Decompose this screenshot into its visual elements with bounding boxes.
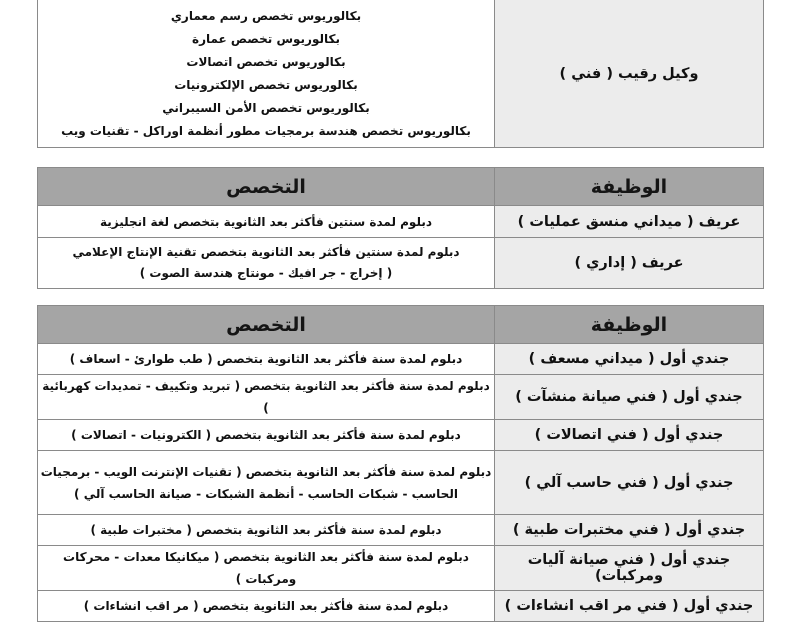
specialization-cell	[38, 420, 495, 451]
jobs-table-1	[37, 0, 764, 148]
table-row	[38, 451, 764, 515]
jobs-table-3	[37, 305, 764, 622]
table-header-row	[38, 168, 764, 206]
specialization-line: دبلوم لمدة سنة فأكثر بعد الثانوية بتخصص ( تبريد وتكييف - تمديدات كهربائية )	[42, 379, 490, 415]
table-row	[38, 591, 764, 622]
table-row	[38, 515, 764, 546]
specialization-line: دبلوم لمدة سنة فأكثر بعد الثانوية بتخصص ( مختبرات طبية )	[90, 523, 442, 537]
column-header-job: الوظيفة	[495, 168, 764, 206]
specialization-line: دبلوم لمدة سنتين فأكثر بعد الثانوية بتخصص تقنية الإنتاج الإعلامي	[72, 245, 460, 259]
specialization-line: بكالوريوس تخصص رسم معماري	[170, 8, 362, 23]
specialization-line: بكالوريوس تخصص هندسة برمجيات مطور أنظمة اوراكل - تقنيات ويب	[61, 123, 471, 138]
specialization-line: دبلوم لمدة سنة فأكثر بعد الثانوية بتخصص ( الكترونيات - اتصالات )	[71, 428, 461, 442]
specialization-cell	[38, 206, 495, 238]
job-title-cell: وكيل رقيب ( فني )	[495, 0, 764, 148]
specialization-cell	[38, 546, 495, 591]
specialization-cell	[38, 375, 495, 420]
specialization-cell	[38, 515, 495, 546]
job-title-cell: جندي أول ( فني اتصالات )	[495, 420, 764, 451]
table-row	[38, 206, 764, 238]
job-title-cell: جندي أول ( فني صيانة منشآت )	[495, 375, 764, 420]
specialization-cell	[38, 238, 495, 289]
specialization-cell	[38, 591, 495, 622]
column-header-specialization: التخصص	[38, 306, 495, 344]
specialization-line: الحاسب - شبكات الحاسب - أنظمة الشبكات - صيانة الحاسب آلي )	[74, 486, 458, 501]
table-row	[38, 0, 764, 148]
column-header-job: الوظيفة	[495, 306, 764, 344]
table-row	[38, 238, 764, 289]
specialization-cell	[38, 344, 495, 375]
table-row	[38, 420, 764, 451]
job-title-cell: جندي أول ( فني صيانة آليات ومركبات)	[495, 546, 764, 591]
table-row	[38, 344, 764, 375]
specialization-line: بكالوريوس تخصص اتصالات	[186, 54, 346, 69]
table-row	[38, 375, 764, 420]
job-title-cell: عريف ( إداري )	[495, 238, 764, 289]
job-title-cell: عريف ( ميداني منسق عمليات )	[495, 206, 764, 238]
specialization-cell	[38, 451, 495, 515]
table-header-row	[38, 306, 764, 344]
specialization-line: ( إخراج - جر افيك - مونتاج هندسة الصوت )	[139, 266, 393, 280]
specialization-line: دبلوم لمدة سنة فأكثر بعد الثانوية بتخصص ( طب طوارئ - اسعاف )	[69, 352, 463, 366]
specialization-line: بكالوريوس تخصص عمارة	[192, 31, 340, 46]
specialization-line: دبلوم لمدة سنة فأكثر بعد الثانوية بتخصص ( مر اقب انشاءات )	[83, 599, 449, 613]
job-title-cell: جندي أول ( فني مختبرات طبية )	[495, 515, 764, 546]
specialization-line: دبلوم لمدة سنة فأكثر بعد الثانوية بتخصص ( تقنيات الإنترنت الويب - برمجيات	[40, 464, 492, 479]
column-header-specialization: التخصص	[38, 168, 495, 206]
specialization-line: دبلوم لمدة سنتين فأكثر بعد الثانوية بتخصص لغة انجليزية	[99, 214, 433, 229]
specialization-line: دبلوم لمدة سنة فأكثر بعد الثانوية بتخصص ( ميكانيكا معدات - محركات ومركبات )	[63, 550, 469, 586]
specialization-line: بكالوريوس تخصص الإلكترونيات	[174, 77, 358, 92]
specialization-cell	[38, 0, 495, 148]
jobs-table-2	[37, 167, 764, 289]
table-row	[38, 546, 764, 591]
job-title-cell: جندي أول ( فني مر اقب انشاءات )	[495, 591, 764, 622]
specialization-line: بكالوريوس تخصص الأمن السيبراني	[162, 100, 370, 115]
job-title-cell: جندي أول ( فني حاسب آلي )	[495, 451, 764, 515]
job-title-cell: جندي أول ( ميداني مسعف )	[495, 344, 764, 375]
